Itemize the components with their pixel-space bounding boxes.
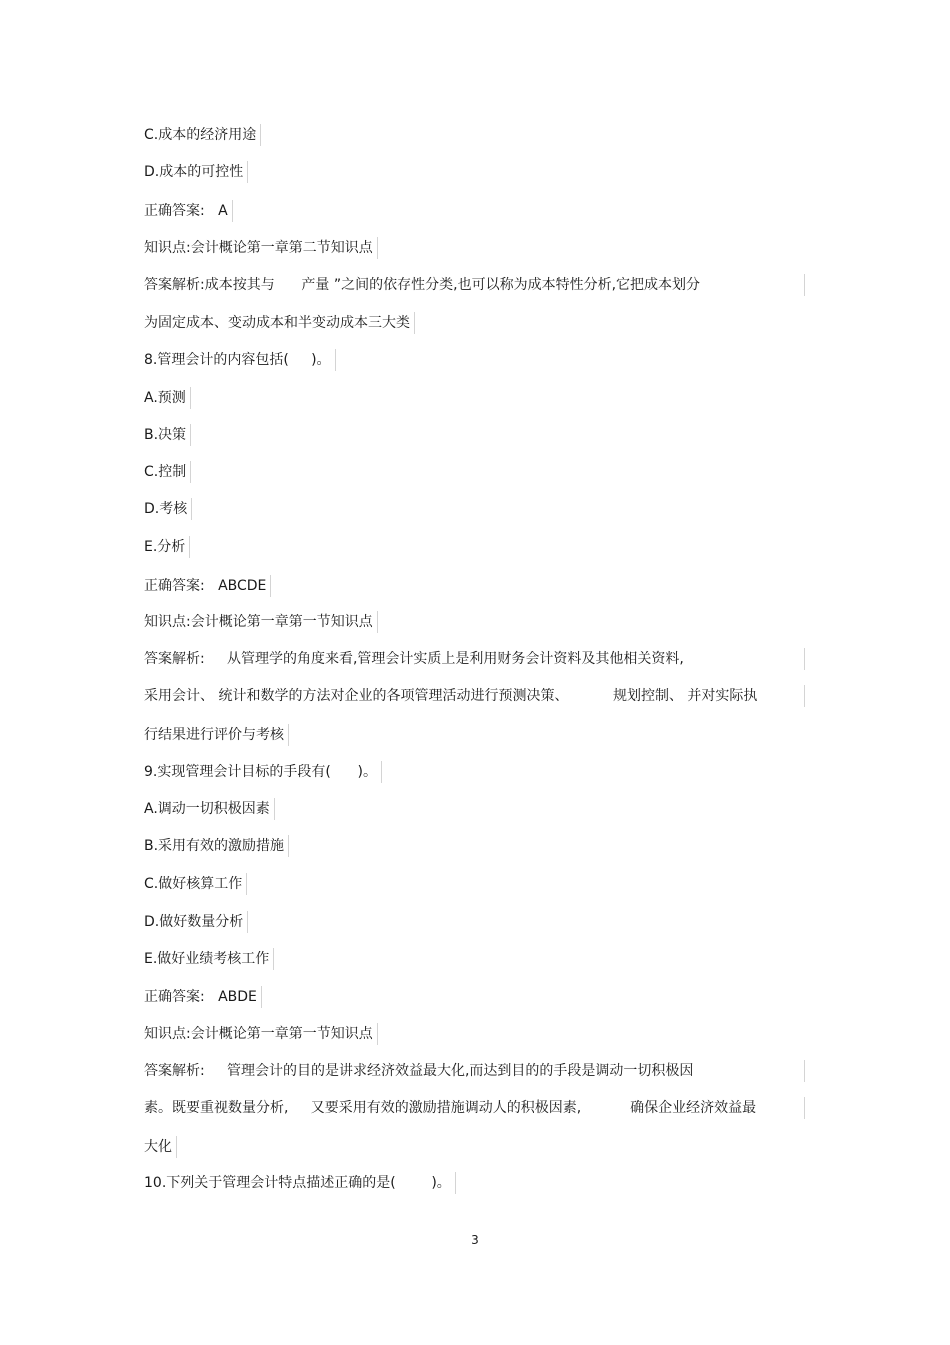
knowledge-point-text: 知识点:会计概论第一章第一节知识点 [144, 614, 373, 630]
option-line [144, 798, 275, 820]
option-line [144, 536, 190, 558]
option-text: E.分析 [144, 539, 186, 555]
text-box-edge [288, 724, 289, 746]
text-box-edge [270, 575, 271, 597]
text-box-edge [274, 798, 275, 820]
question-text: 9.实现管理会计目标的手段有( )。 [144, 764, 377, 780]
explanation-line [144, 649, 684, 669]
page-number: 3 [471, 1233, 479, 1247]
option-text: A.调动一切积极因素 [144, 801, 270, 817]
text-box-edge [246, 873, 247, 895]
text-box-edge [261, 986, 262, 1008]
option-text: C.控制 [144, 464, 187, 480]
option-line [144, 911, 248, 933]
text-box-edge [804, 648, 805, 670]
text-box-edge [804, 274, 805, 296]
explanation-text: 行结果进行评价与考核 [144, 727, 284, 743]
explanation-text: 采用会计、 统计和数学的方法对企业的各项管理活动进行预测决策、 规划控制、 并对实际执 [144, 688, 758, 704]
option-text: D.做好数量分析 [144, 914, 244, 930]
option-line [144, 124, 261, 146]
text-box-edge [804, 685, 805, 707]
question-text: 10.下列关于管理会计特点描述正确的是( )。 [144, 1175, 451, 1191]
text-box-edge [176, 1136, 177, 1158]
explanation-text: 为固定成本、变动成本和半变动成本三大类 [144, 315, 410, 331]
explanation-line [144, 312, 415, 334]
explanation-text: 答案解析: 管理会计的目的是讲求经济效益最大化,而达到目的的手段是调动一切积极因 [144, 1063, 694, 1079]
question-line [144, 349, 336, 371]
text-box-edge [247, 911, 248, 933]
text-box-edge [377, 611, 378, 633]
text-box-edge [377, 237, 378, 259]
text-box-edge [260, 124, 261, 146]
option-line [144, 387, 191, 409]
explanation-line [144, 1061, 693, 1081]
option-line [144, 461, 191, 483]
option-line [144, 835, 289, 857]
option-line [144, 498, 192, 520]
text-box-edge [247, 161, 248, 183]
answer-text: 正确答案: ABCDE [144, 578, 267, 594]
knowledge-point-text: 知识点:会计概论第一章第二节知识点 [144, 240, 373, 256]
knowledge-point-line [144, 237, 378, 259]
option-line [144, 424, 191, 446]
option-text: E.做好业绩考核工作 [144, 951, 270, 967]
text-box-edge [190, 461, 191, 483]
text-box-edge [190, 424, 191, 446]
text-box-edge [377, 1023, 378, 1045]
text-box-edge [381, 761, 382, 783]
explanation-line [144, 1098, 756, 1118]
text-box-edge [455, 1172, 456, 1194]
text-box-edge [190, 387, 191, 409]
option-text: B.采用有效的激励措施 [144, 838, 285, 854]
answer-text: 正确答案: A [144, 203, 228, 219]
explanation-text: 答案解析: 从管理学的角度来看,管理会计实质上是利用财务会计资料及其他相关资料, [144, 651, 684, 667]
explanation-line [144, 686, 757, 706]
option-line [144, 873, 247, 895]
option-text: D.考核 [144, 501, 188, 517]
explanation-text: 答案解析:成本按其与 产量 ”之间的依存性分类,也可以称为成本特性分析,它把成本划分 [144, 277, 701, 293]
text-box-edge [414, 312, 415, 334]
text-box-edge [804, 1097, 805, 1119]
option-text: C.做好核算工作 [144, 876, 243, 892]
explanation-line [144, 275, 700, 295]
text-box-edge [191, 498, 192, 520]
text-box-edge [288, 835, 289, 857]
option-text: A.预测 [144, 390, 186, 406]
answer-text: 正确答案: ABDE [144, 989, 257, 1005]
text-box-edge [189, 536, 190, 558]
text-box-edge [232, 200, 233, 222]
answer-line [144, 986, 262, 1008]
option-line [144, 161, 248, 183]
option-line [144, 948, 274, 970]
explanation-text: 大化 [144, 1139, 172, 1155]
option-text: C.成本的经济用途 [144, 127, 257, 143]
answer-line [144, 575, 271, 597]
explanation-text: 素。既要重视数量分析, 又要采用有效的激励措施调动人的积极因素, 确保企业经济效益最 [144, 1100, 757, 1116]
explanation-line [144, 724, 289, 746]
option-text: D.成本的可控性 [144, 164, 244, 180]
question-line [144, 761, 382, 783]
question-text: 8.管理会计的内容包括( )。 [144, 352, 331, 368]
text-box-edge [335, 349, 336, 371]
knowledge-point-line [144, 611, 378, 633]
option-text: B.决策 [144, 427, 187, 443]
text-box-edge [804, 1060, 805, 1082]
knowledge-point-line [144, 1023, 378, 1045]
explanation-line [144, 1136, 177, 1158]
text-box-edge [273, 948, 274, 970]
question-line [144, 1172, 456, 1194]
knowledge-point-text: 知识点:会计概论第一章第一节知识点 [144, 1026, 373, 1042]
answer-line [144, 200, 233, 222]
